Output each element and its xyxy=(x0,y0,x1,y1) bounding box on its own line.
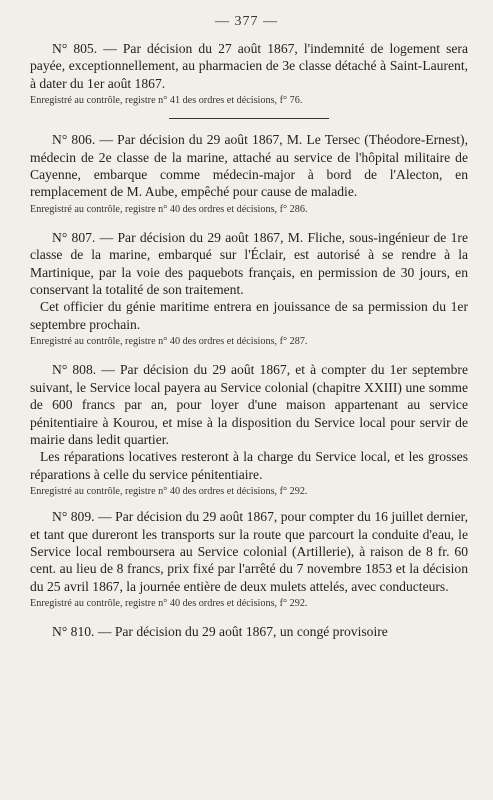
entry-continuation: Cet officier du génie maritime entrera en jouissance de sa permission du 1er septembre prochain. xyxy=(30,299,468,332)
spacer xyxy=(30,499,468,508)
entry-text: N° 810. — Par décision du 29 août 1867, un congé provisoire xyxy=(52,624,388,640)
registration-note: Enregistré au contrôle, registre n° 40 des ordres et décisions, f° 292. xyxy=(30,486,308,498)
page-number: — 377 — xyxy=(215,14,278,29)
decision-entry-805 xyxy=(30,40,468,108)
separator-rule xyxy=(169,118,329,119)
registration-note: Enregistré au contrôle, registre n° 40 des ordres et décisions, f° 287. xyxy=(30,336,308,348)
registration-note: Enregistré au contrôle, registre n° 40 des ordres et décisions, f° 292. xyxy=(30,598,308,610)
decision-entry-807 xyxy=(30,229,468,349)
spacer xyxy=(30,611,468,623)
decision-entry-808 xyxy=(30,361,468,499)
decision-entry-809 xyxy=(30,508,468,611)
registration-note: Enregistré au contrôle, registre n° 40 des ordres et décisions, f° 286. xyxy=(30,203,308,215)
spacer xyxy=(30,349,468,361)
entry-text: N° 806. — Par décision du 29 août 1867, M. Le Tersec (Théodore-Ernest), médecin de 2e classe de la marine, attaché au service de l'hôpital militaire de Cayenne, embarque comme médecin-major à bord de l'Alecton, en remplacement de M. Aube, empêché pour cause de maladie. xyxy=(30,132,468,200)
decision-entry-810 xyxy=(30,623,468,640)
entry-text: N° 809. — Par décision du 29 août 1867, pour compter du 16 juillet dernier, et tant que dureront les transports sur la route que parcourt la conduite d'eau, le Service local remboursera au Service colonial (Artillerie), à raison de 8 fr. 60 cent. au lieu de 8 francs, prix fixé par l'arrêté du 7 novembre 1853 et la décision du 25 avril 1867, la journée entière de deux mulets attelés, avec conducteurs. xyxy=(30,509,468,594)
page-content xyxy=(30,40,468,641)
decision-entry-806 xyxy=(30,131,468,217)
entry-continuation: Les réparations locatives resteront à la charge du Service local, et les grosses réparations à celle du service pénitentiaire. xyxy=(30,449,468,482)
entry-text: N° 808. — Par décision du 29 août 1867, et à compter du 1er septembre suivant, le Service local payera au Service colonial (chapitre XXIII) une somme de 600 francs par an, pour loyer d'une maison appartenant au service pénitentiaire à Kourou, et mise à la disposition du Service local pour servir de mairie dans ledit quartier. xyxy=(30,362,468,447)
entry-text: N° 807. — Par décision du 29 août 1867, M. Fliche, sous-ingénieur de 1re classe de la marine, embarqué sur l'Éclair, est autorisé à se rendre à la Martinique, par la voie des paquebots français, en permission de 30 jours, en conservant la totalité de son traitement. xyxy=(30,229,468,298)
spacer xyxy=(30,217,468,229)
entry-text: N° 805. — Par décision du 27 août 1867, l'indemnité de logement sera payée, exceptionnellement, au pharmacien de 3e classe détaché à Saint-Laurent, à dater du 1er août 1867. xyxy=(30,41,468,91)
registration-note: Enregistré au contrôle, registre n° 41 des ordres et décisions, f° 76. xyxy=(30,95,303,107)
